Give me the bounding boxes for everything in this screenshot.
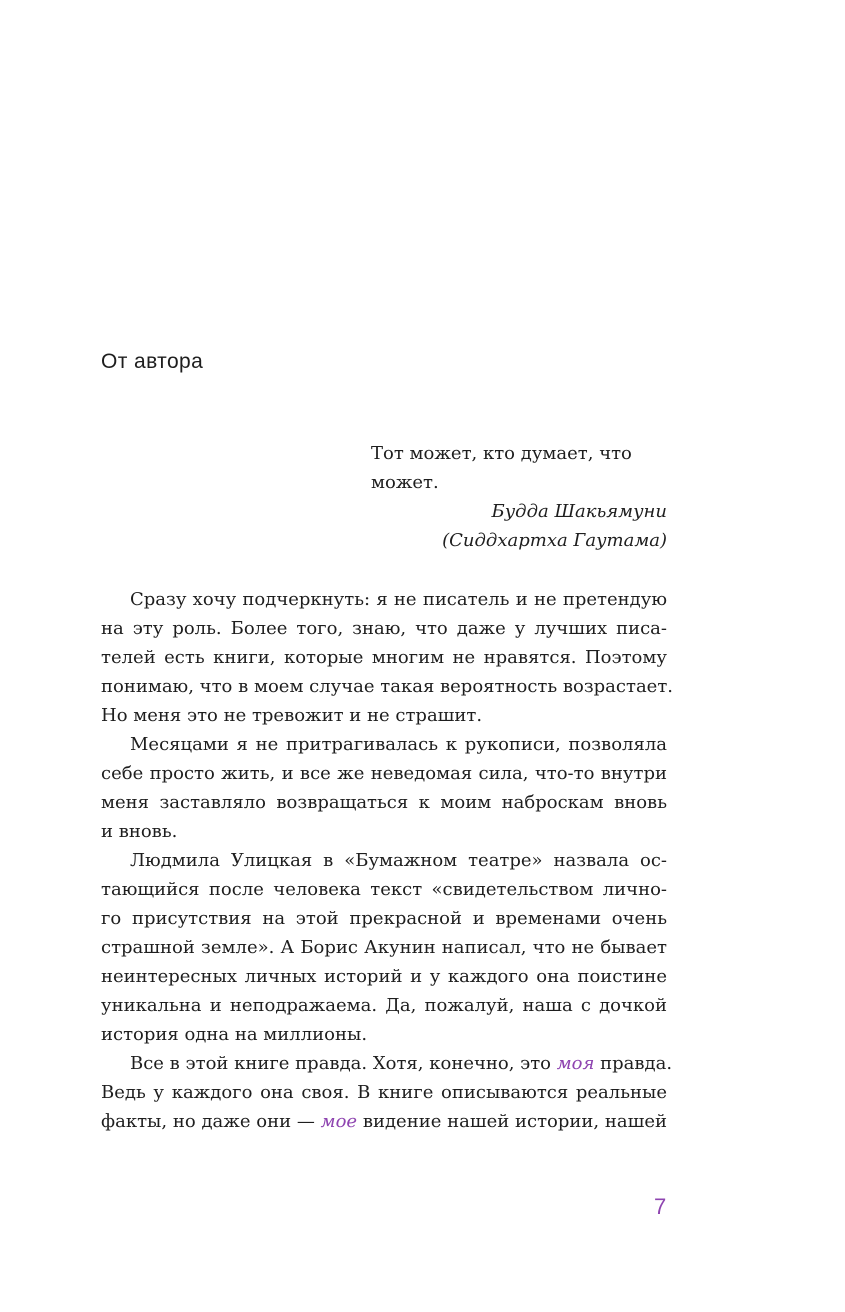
text-line: Ведь у каждого она своя. В книге описываются реальные (101, 1082, 667, 1103)
text-line: понимаю, что в моем случае такая вероятность возрастает. (101, 676, 674, 697)
text-line: Месяцами я не притрагивалась к рукописи, позволяла (130, 734, 667, 755)
emphasis-word: мое (320, 1111, 358, 1132)
body-text (101, 585, 674, 1136)
text-segment: факты, но даже они — (101, 1111, 321, 1132)
text-line: история одна на миллионы. (101, 1024, 368, 1045)
text-line (101, 1049, 673, 1078)
epigraph (371, 439, 667, 555)
emphasis-word: моя (556, 1053, 595, 1074)
text-line: телей есть книги, которые многим не нравятся. Поэтому (101, 647, 667, 668)
text-line: го присутствия на этой прекрасной и временами очень (101, 908, 667, 929)
epigraph-line: Тот может, кто думает, что (371, 443, 632, 464)
text-line: себе просто жить, и все же неведомая сила, что-то внутри (101, 763, 667, 784)
text-line: меня заставляло возвращаться к моим наброскам вновь (101, 792, 667, 813)
epigraph-author-alt-name: (Сиддхартха Гаутама) (442, 530, 667, 551)
text-line: и вновь. (101, 821, 178, 842)
text-line (101, 1107, 667, 1136)
text-line: Людмила Улицкая в «Бумажном театре» назвала ос- (130, 850, 667, 871)
text-segment: правда. (594, 1053, 673, 1074)
text-line: Но меня это не тревожит и не страшит. (101, 705, 483, 726)
epigraph-line: может. (371, 472, 439, 493)
text-line: Сразу хочу подчеркнуть: я не писатель и не претендую (130, 589, 667, 610)
text-line: неинтересных личных историй и у каждого она поистине (101, 966, 667, 987)
text-segment: видение нашей истории, нашей (357, 1111, 667, 1132)
text-segment: Все в этой книге правда. Хотя, конечно, это (130, 1053, 557, 1074)
text-line: тающийся после человека текст «свидетельством лично- (101, 879, 667, 900)
chapter-title: От автора (101, 350, 204, 373)
text-line: на эту роль. Более того, знаю, что даже у лучших писа- (101, 618, 667, 639)
text-line: уникальна и неподражаема. Да, пожалуй, наша с дочкой (101, 995, 667, 1016)
text-line: страшной земле». А Борис Акунин написал, что не бывает (101, 937, 667, 958)
page-number: 7 (654, 1194, 667, 1219)
epigraph-author: Будда Шакьямуни (491, 501, 667, 522)
